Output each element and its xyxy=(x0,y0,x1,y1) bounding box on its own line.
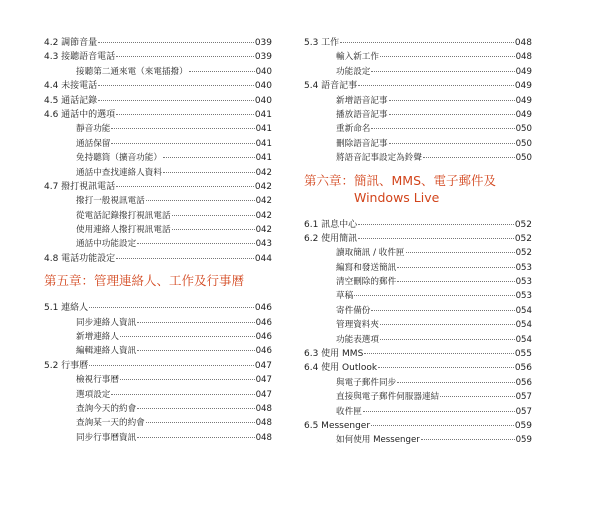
toc-leader-dots xyxy=(389,100,515,101)
toc-leader-dots xyxy=(371,425,514,426)
toc-subsection-entry[interactable] xyxy=(304,108,532,122)
toc-entry-page-number: 049 xyxy=(514,81,532,92)
toc-entry-page-number: 040 xyxy=(255,66,272,77)
toc-subsection-entry[interactable] xyxy=(44,388,272,402)
toc-entry-title: 選項設定 xyxy=(76,389,111,400)
toc-subsection-entry[interactable] xyxy=(304,405,532,419)
toc-entry-title: 管理資料夾 xyxy=(336,320,379,331)
toc-entry-title: 同步行事曆資訊 xyxy=(76,432,137,443)
toc-section-entry[interactable] xyxy=(44,180,272,194)
toc-entry-page-number: 050 xyxy=(515,138,532,149)
toc-leader-dots xyxy=(146,422,255,423)
toc-subsection-entry[interactable] xyxy=(304,261,532,275)
toc-entry-title: 4.6 通話中的選項 xyxy=(44,109,116,120)
toc-entry-title: 新增連絡人 xyxy=(76,332,119,343)
toc-leader-dots xyxy=(120,336,255,337)
toc-entry-page-number: 047 xyxy=(255,375,272,386)
toc-entry-page-number: 059 xyxy=(514,420,532,431)
toc-leader-dots xyxy=(340,42,514,43)
toc-subsection-entry[interactable] xyxy=(44,344,272,358)
toc-right-block-1 xyxy=(304,36,532,166)
toc-leader-dots xyxy=(397,281,514,282)
toc-entry-title: 6.1 訊息中心 xyxy=(304,219,358,230)
toc-entry-page-number: 040 xyxy=(254,95,272,106)
toc-entry-page-number: 044 xyxy=(254,253,272,264)
toc-leader-dots xyxy=(163,157,255,158)
toc-leader-dots xyxy=(146,200,255,201)
toc-right-block-2 xyxy=(304,218,532,448)
toc-leader-dots xyxy=(163,172,255,173)
toc-entry-title: 查詢今天的約會 xyxy=(76,403,137,414)
toc-leader-dots xyxy=(380,339,515,340)
toc-left-block-2 xyxy=(44,301,272,445)
toc-leader-dots xyxy=(406,252,515,253)
toc-subsection-entry[interactable] xyxy=(304,333,532,347)
toc-subsection-entry[interactable] xyxy=(304,50,532,64)
toc-leader-dots xyxy=(98,85,254,86)
toc-entry-page-number: 052 xyxy=(515,248,532,259)
toc-leader-dots xyxy=(172,229,255,230)
toc-subsection-entry[interactable] xyxy=(304,289,532,303)
toc-leader-dots xyxy=(98,100,254,101)
chapter-6-heading-line1: 第六章：簡訊、MMS、電子郵件及 xyxy=(304,172,497,188)
toc-entry-title: 檢視行事曆 xyxy=(76,375,119,386)
toc-entry-page-number: 046 xyxy=(255,317,272,328)
toc-subsection-entry[interactable] xyxy=(44,237,272,251)
toc-leader-dots xyxy=(137,437,254,438)
toc-entry-page-number: 041 xyxy=(255,138,272,149)
toc-subsection-entry[interactable] xyxy=(44,330,272,344)
toc-leader-dots xyxy=(116,186,254,187)
toc-entry-page-number: 046 xyxy=(254,303,272,314)
toc-entry-page-number: 042 xyxy=(254,181,272,192)
toc-leader-dots xyxy=(137,243,254,244)
toc-leader-dots xyxy=(116,258,254,259)
toc-leader-dots xyxy=(380,324,515,325)
toc-entry-page-number: 041 xyxy=(255,153,272,164)
toc-subsection-entry[interactable] xyxy=(304,65,532,79)
toc-entry-page-number: 056 xyxy=(515,377,532,388)
toc-entry-title: 與電子郵件同步 xyxy=(336,377,397,388)
toc-entry-title: 4.3 接聽語音電話 xyxy=(44,52,116,63)
toc-section-entry[interactable] xyxy=(304,232,532,246)
toc-entry-title: 將語音記事設定為鈴聲 xyxy=(336,153,422,164)
toc-subsection-entry[interactable] xyxy=(304,433,532,447)
toc-entry-title: 使用連絡人撥打視訊電話 xyxy=(76,225,171,236)
toc-subsection-entry[interactable] xyxy=(304,304,532,318)
chapter-5-heading: 第五章：管理連絡人、工作及行事曆 xyxy=(44,273,245,289)
toc-section-entry[interactable] xyxy=(44,36,272,50)
toc-entry-page-number: 059 xyxy=(515,435,532,446)
toc-leader-dots xyxy=(423,157,515,158)
toc-section-entry[interactable] xyxy=(44,252,272,266)
toc-entry-title: 草稿 xyxy=(336,291,354,302)
toc-entry-title: 6.5 Messenger xyxy=(304,420,371,431)
toc-section-entry[interactable] xyxy=(44,50,272,64)
toc-entry-page-number: 039 xyxy=(254,52,272,63)
toc-entry-title: 清空刪除的郵件 xyxy=(336,277,397,288)
toc-entry-page-number: 041 xyxy=(255,124,272,135)
toc-leader-dots xyxy=(371,310,514,311)
toc-entry-page-number: 054 xyxy=(515,320,532,331)
toc-leader-dots xyxy=(397,267,514,268)
toc-entry-page-number: 047 xyxy=(255,389,272,400)
toc-entry-page-number: 052 xyxy=(514,219,532,230)
toc-entry-page-number: 039 xyxy=(254,38,272,48)
toc-entry-page-number: 047 xyxy=(254,360,272,371)
toc-leader-dots xyxy=(137,408,254,409)
toc-entry-page-number: 049 xyxy=(515,66,532,77)
toc-leader-dots xyxy=(358,238,514,239)
toc-subsection-entry[interactable] xyxy=(44,223,272,237)
toc-entry-page-number: 043 xyxy=(255,239,272,250)
toc-entry-title: 通話保留 xyxy=(76,138,111,149)
toc-leader-dots xyxy=(89,307,254,308)
toc-entry-page-number: 040 xyxy=(254,81,272,92)
toc-entry-page-number: 057 xyxy=(515,406,532,417)
toc-leader-dots xyxy=(389,143,515,144)
toc-leader-dots xyxy=(421,439,515,440)
toc-left-block-1 xyxy=(44,36,272,266)
toc-entry-title: 直接與電子郵件伺服器連結 xyxy=(336,392,440,403)
toc-entry-page-number: 042 xyxy=(255,196,272,207)
toc-entry-title: 新增語音記事 xyxy=(336,95,388,106)
toc-subsection-entry[interactable] xyxy=(304,151,532,165)
toc-entry-page-number: 048 xyxy=(255,432,272,443)
toc-leader-dots xyxy=(120,379,255,380)
toc-section-entry[interactable] xyxy=(304,347,532,361)
toc-entry-title: 4.5 通話記錄 xyxy=(44,95,98,106)
toc-right-column xyxy=(304,36,532,448)
toc-entry-title: 通話中查找連絡人資料 xyxy=(76,167,162,178)
toc-subsection-entry[interactable] xyxy=(44,316,272,330)
toc-leader-dots xyxy=(111,128,254,129)
toc-leader-dots xyxy=(189,71,255,72)
toc-entry-title: 通話中功能設定 xyxy=(76,239,137,250)
toc-entry-page-number: 046 xyxy=(255,346,272,357)
toc-entry-title: 4.2 調節音量 xyxy=(44,38,98,48)
toc-entry-title: 同步連絡人資訊 xyxy=(76,317,137,328)
toc-subsection-entry[interactable] xyxy=(304,94,532,108)
toc-entry-title: 5.1 連絡人 xyxy=(44,303,89,314)
toc-entry-title: 讀取簡訊 / 收件匣 xyxy=(336,248,405,259)
toc-subsection-entry[interactable] xyxy=(44,416,272,430)
toc-subsection-entry[interactable] xyxy=(44,373,272,387)
toc-section-entry[interactable] xyxy=(44,359,272,373)
toc-entry-title: 4.4 未接電話 xyxy=(44,81,98,92)
toc-entry-title: 6.3 使用 MMS xyxy=(304,349,364,360)
toc-entry-title: 寄件備份 xyxy=(336,305,371,316)
toc-entry-page-number: 041 xyxy=(254,109,272,120)
toc-leader-dots xyxy=(137,350,254,351)
toc-section-entry[interactable] xyxy=(304,218,532,232)
toc-entry-title: 編輯連絡人資訊 xyxy=(76,346,137,357)
toc-entry-title: 靜音功能 xyxy=(76,124,111,135)
toc-entry-title: 播放語音記事 xyxy=(336,109,388,120)
toc-section-entry[interactable] xyxy=(304,79,532,93)
toc-leader-dots xyxy=(358,85,514,86)
toc-subsection-entry[interactable] xyxy=(44,65,272,79)
toc-entry-page-number: 050 xyxy=(515,153,532,164)
toc-subsection-entry[interactable] xyxy=(44,194,272,208)
toc-entry-page-number: 056 xyxy=(514,363,532,374)
toc-leader-dots xyxy=(358,224,514,225)
toc-subsection-entry[interactable] xyxy=(304,318,532,332)
toc-subsection-entry[interactable] xyxy=(304,390,532,404)
toc-section-entry[interactable] xyxy=(44,79,272,93)
toc-entry-page-number: 042 xyxy=(255,167,272,178)
toc-leader-dots xyxy=(380,56,515,57)
toc-entry-title: 4.7 撥打視訊電話 xyxy=(44,181,116,192)
toc-leader-dots xyxy=(389,114,515,115)
toc-entry-page-number: 049 xyxy=(515,109,532,120)
toc-leader-dots xyxy=(116,114,254,115)
toc-entry-title: 如何使用 Messenger xyxy=(336,435,420,446)
toc-entry-title: 免持聽筒（擴音功能） xyxy=(76,153,162,164)
toc-entry-page-number: 053 xyxy=(515,291,532,302)
toc-entry-page-number: 057 xyxy=(515,392,532,403)
toc-leader-dots xyxy=(354,295,514,296)
toc-section-entry[interactable] xyxy=(304,419,532,433)
toc-entry-page-number: 042 xyxy=(255,225,272,236)
toc-entry-page-number: 048 xyxy=(515,52,532,63)
toc-subsection-entry[interactable] xyxy=(304,275,532,289)
toc-entry-page-number: 053 xyxy=(515,262,532,273)
toc-leader-dots xyxy=(397,382,514,383)
toc-entry-title: 5.2 行事曆 xyxy=(44,360,89,371)
toc-leader-dots xyxy=(172,215,255,216)
toc-subsection-entry[interactable] xyxy=(304,122,532,136)
toc-entry-title: 6.2 使用簡訊 xyxy=(304,233,358,244)
toc-entry-page-number: 055 xyxy=(514,349,532,360)
toc-leader-dots xyxy=(364,353,514,354)
toc-subsection-entry[interactable] xyxy=(304,137,532,151)
toc-entry-title: 撥打一般視訊電話 xyxy=(76,196,145,207)
toc-subsection-entry[interactable] xyxy=(44,151,272,165)
toc-entry-title: 刪除語音記事 xyxy=(336,138,388,149)
toc-subsection-entry[interactable] xyxy=(304,376,532,390)
toc-entry-title: 接聽第二通來電（來電插撥） xyxy=(76,66,188,77)
toc-leader-dots xyxy=(98,42,254,43)
toc-entry-page-number: 054 xyxy=(515,305,532,316)
toc-subsection-entry[interactable] xyxy=(44,166,272,180)
toc-entry-title: 5.4 語音記事 xyxy=(304,81,358,92)
toc-subsection-entry[interactable] xyxy=(44,431,272,445)
toc-entry-title: 4.8 電話功能設定 xyxy=(44,253,116,264)
toc-entry-page-number: 048 xyxy=(255,418,272,429)
toc-section-entry[interactable] xyxy=(44,301,272,315)
toc-entry-title: 6.4 使用 Outlook xyxy=(304,363,378,374)
toc-entry-title: 從電話記錄撥打視訊電話 xyxy=(76,210,171,221)
toc-entry-page-number: 046 xyxy=(255,332,272,343)
toc-leader-dots xyxy=(89,365,254,366)
toc-subsection-entry[interactable] xyxy=(44,137,272,151)
toc-entry-page-number: 048 xyxy=(255,403,272,414)
toc-entry-title: 功能設定 xyxy=(336,66,371,77)
toc-entry-title: 查詢某一天的約會 xyxy=(76,418,145,429)
toc-entry-title: 編寫和發送簡訊 xyxy=(336,262,397,273)
toc-entry-page-number: 050 xyxy=(515,124,532,135)
toc-leader-dots xyxy=(371,71,514,72)
toc-subsection-entry[interactable] xyxy=(44,402,272,416)
toc-section-entry[interactable] xyxy=(304,361,532,375)
toc-entry-page-number: 049 xyxy=(515,95,532,106)
chapter-6-heading-line2: Windows Live xyxy=(354,189,440,205)
toc-entry-page-number: 052 xyxy=(514,233,532,244)
toc-section-entry[interactable] xyxy=(44,94,272,108)
toc-leader-dots xyxy=(440,396,514,397)
toc-entry-page-number: 054 xyxy=(515,334,532,345)
toc-leader-dots xyxy=(111,394,254,395)
toc-leader-dots xyxy=(111,143,254,144)
toc-subsection-entry[interactable] xyxy=(44,209,272,223)
toc-leader-dots xyxy=(378,367,514,368)
toc-entry-title: 輸入新工作 xyxy=(336,52,379,63)
toc-entry-title: 收件匣 xyxy=(336,406,362,417)
toc-leader-dots xyxy=(137,322,254,323)
toc-leader-dots xyxy=(371,128,514,129)
chapter-6-heading xyxy=(304,172,532,206)
toc-entry-title: 重新命名 xyxy=(336,124,371,135)
toc-entry-title: 5.3 工作 xyxy=(304,38,340,48)
toc-entry-page-number: 053 xyxy=(515,277,532,288)
toc-section-entry[interactable] xyxy=(44,108,272,122)
toc-subsection-entry[interactable] xyxy=(304,246,532,260)
toc-entry-title: 功能表選項 xyxy=(336,334,379,345)
toc-left-column xyxy=(44,36,272,445)
toc-leader-dots xyxy=(116,56,254,57)
toc-entry-page-number: 048 xyxy=(514,38,532,48)
toc-leader-dots xyxy=(363,411,515,412)
toc-entry-page-number: 042 xyxy=(255,210,272,221)
toc-section-entry[interactable] xyxy=(304,36,532,50)
toc-subsection-entry[interactable] xyxy=(44,122,272,136)
